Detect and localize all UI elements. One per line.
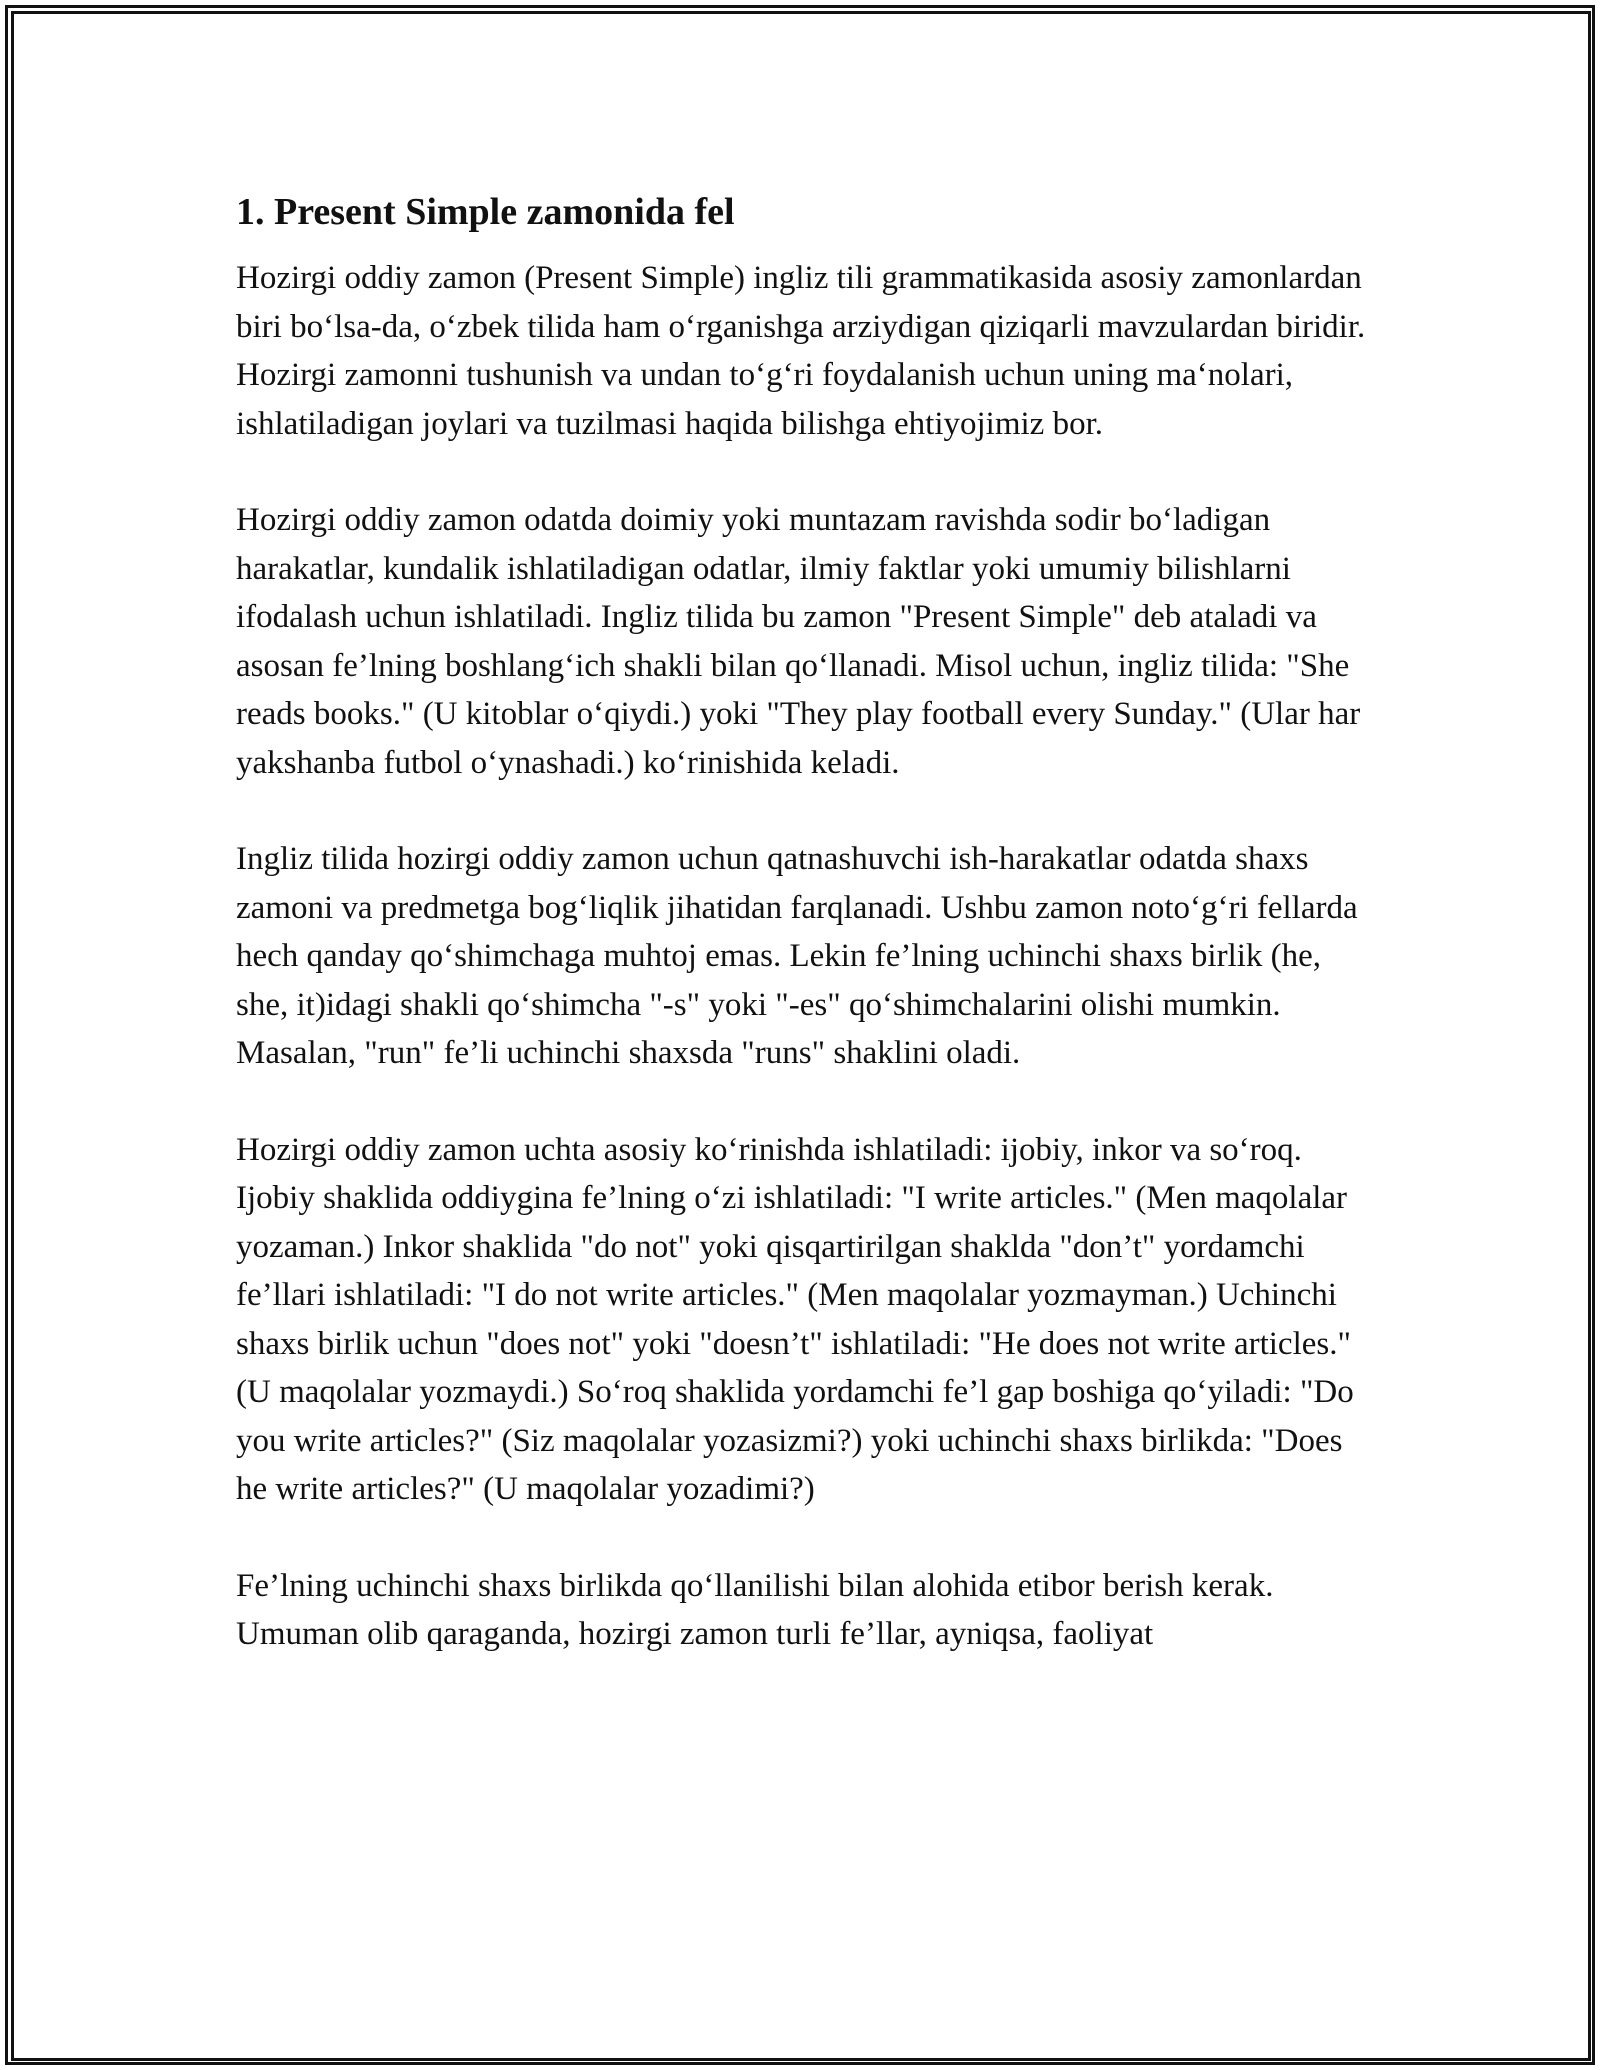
paragraph-2: Hozirgi oddiy zamon odatda doimiy yoki muntazam ravishda sodir bo‘ladigan harakatlar, kundalik ishlatiladigan odatlar, ilmiy faktlar yoki umumiy bilishlarni ifodalash uchun ishlatiladi. Ingliz tilida bu zamon "Present Simple" deb ataladi va asosan fe’lning boshlang‘ich shakli bilan qo‘llanadi. Misol uchun, ingliz tilida: "She reads books." (U kitoblar o‘qiydi.) yoki "They play football every Sunday." (Ular har yakshanba futbol o‘ynashadi.) ko‘rinishida keladi. <box>236 502 1361 781</box>
paragraph-3: Ingliz tilida hozirgi oddiy zamon uchun qatnashuvchi ish-harakatlar odatda shaxs zamoni va predmetga bog‘liqlik jihatidan farqlanadi. Ushbu zamon noto‘g‘ri fellarda hech qanday qo‘shimchaga muhtoj emas. Lekin fe’lning uchinchi shaxs birlik (he, she, it)idagi shakli qo‘shimcha "-s" yoki "-es" qo‘shimchalarini olishi mumkin. Masalan, "run" fe’li uchinchi shaxsda "runs" shaklini oladi. <box>236 841 1358 1071</box>
section-heading: 1. Present Simple zamonida fel <box>236 191 735 233</box>
paragraph-5: Fe’lning uchinchi shaxs birlikda qo‘llanilishi bilan alohida etibor berish kerak. Umuman olib qaraganda, hozirgi zamon turli fe’llar, ayniqsa, faoliyat <box>236 1567 1274 1652</box>
document-body <box>236 180 1376 1707</box>
paragraph-4: Hozirgi oddiy zamon uchta asosiy ko‘rinishda ishlatiladi: ijobiy, inkor va so‘roq. Ijobiy shaklida oddiygina fe’lning o‘zi ishlatiladi: "I write articles." (Men maqolalar yozaman.) Inkor shaklida "do not" yoki qisqartirilgan shaklda "don’t" yordamchi fe’llari ishlatiladi: "I do not write articles." (Men maqolalar yozmayman.) Uchinchi shaxs birlik uchun "does not" yoki "doesn’t" ishlatiladi: "He does not write articles." (U maqolalar yozmaydi.) So‘roq shaklida yordamchi fe’l gap boshiga qo‘yiladi: "Do you write articles?" (Siz maqolalar yozasizmi?) yoki uchinchi shaxs birlikda: "Does he write articles?" (U maqolalar yozadimi?) <box>236 1131 1354 1507</box>
paragraph-1: Hozirgi oddiy zamon (Present Simple) ingliz tili grammatikasida asosiy zamonlardan biri bo‘lsa-da, o‘zbek tilida ham o‘rganishga arziydigan qiziqarli mavzulardan biridir. Hozirgi zamonni tushunish va undan to‘g‘ri foydalanish uchun uning ma‘nolari, ishlatiladigan joylari va tuzilmasi haqida bilishga ehtiyojimiz bor. <box>236 260 1366 442</box>
